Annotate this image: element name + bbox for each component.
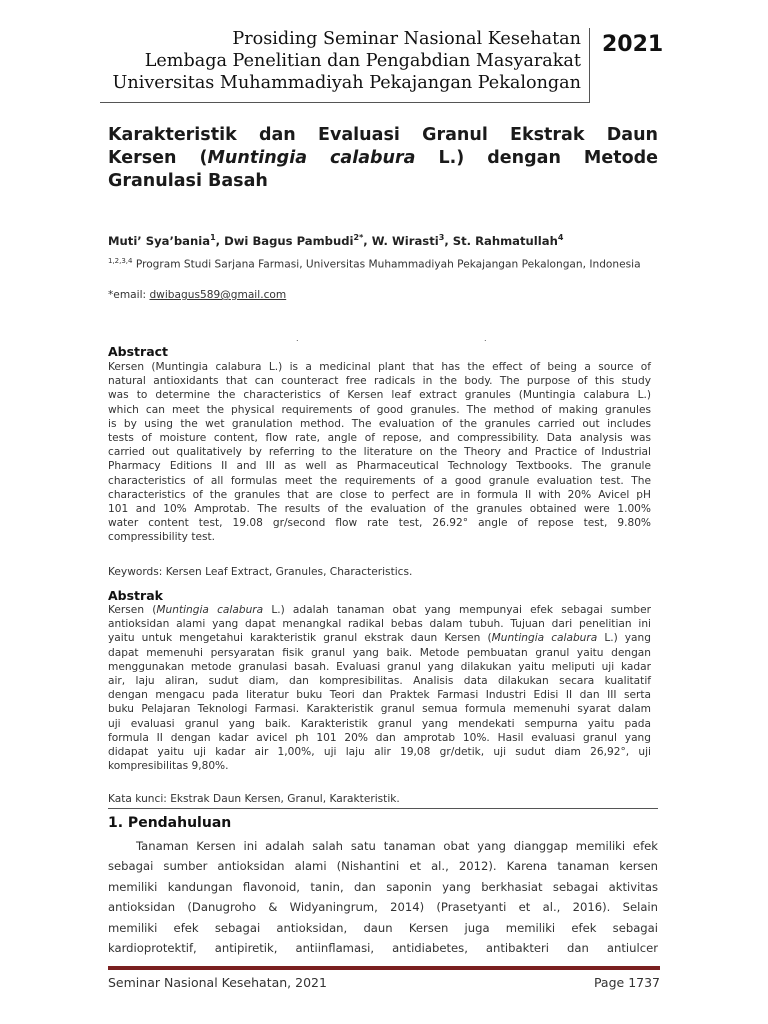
abstrak-line: menggunakan metode granulasi basah. Evaluasi granul yang dilakukan yaitu meliputi uji kadar xyxy=(108,660,651,673)
footer-rule xyxy=(108,966,660,970)
affiliation-text: Program Studi Sarjana Farmasi, Universitas Muhammadiyah Pekajangan Pekalongan, Indonesia xyxy=(132,258,641,271)
title-species-name: Muntingia calabura xyxy=(207,148,416,168)
header-line-3: Universitas Muhammadiyah Pekajangan Pekalongan xyxy=(112,73,581,93)
author: W. Wirasti$^3$, xyxy=(371,233,453,248)
abstrak-keywords: Kata kunci: Ekstrak Daun Kersen, Granul, Karakteristik. xyxy=(108,793,400,805)
email-label: *email: xyxy=(108,289,150,301)
title-text: Kersen ( xyxy=(108,148,208,168)
abstract-line: natural antioxidants that can counteract free radicals in the body. The purpose of this study xyxy=(108,375,651,388)
affiliation xyxy=(108,252,660,274)
abstract-line: was to determine the characteristics of Kersen leaf extract granules (Muntingia calabura L.) xyxy=(108,389,651,402)
abstract-line: is by using the wet granulation method. The evaluation of the granules carried out includes xyxy=(108,417,651,430)
abstrak-line: yaitu untuk mengetahui karakteristik granul ekstrak daun Kersen (Muntingia calabura L.) yang xyxy=(108,632,651,645)
footer-page-number: Page 1737 xyxy=(593,975,660,990)
abstrak-line: dapat memenuhi persyaratan fisik granul yang baik. Metode pembuatan granul yaitu dengan xyxy=(108,646,651,659)
header-line-2: Lembaga Penelitian dan Pengabdian Masyarakat xyxy=(144,51,581,71)
abstract-line: characteristics of the granules that are close to perfect are in formula II with 20% Avicel pH xyxy=(108,488,651,501)
intro-line: sebagai sumber antioksidan alami (Nishantini et al., 2012). Karena tanaman kersen xyxy=(108,859,658,874)
email-link[interactable]: dwibagus589@gmail.com xyxy=(149,289,287,301)
proceedings-header xyxy=(100,28,590,103)
intro-line: kardioprotektif, antipiretik, antiinflamasi, antidiabetes, antibakteri dan antiulcer xyxy=(108,941,658,956)
corresponding-email xyxy=(108,289,286,301)
title-text: L.) dengan Metode xyxy=(415,148,658,168)
abstrak-line: formula II dengan kadar avicel ph 101 20% dan amprotab 10%. Hasil evaluasi granul yang xyxy=(108,731,651,744)
stray-dot: . xyxy=(484,334,487,343)
intro-heading: 1. Pendahuluan xyxy=(108,815,232,831)
abstrak-line: antioksidan alami yang dapat menangkal radikal bebas dalam tubuh. Tujuan dari penelitian ini xyxy=(108,618,651,631)
header-year: 2021 xyxy=(602,32,664,57)
abstract-line: tests of moisture content, flow rate, angle of repose, and compressibility. Data analysis was xyxy=(108,432,651,445)
abstract-heading: Abstract xyxy=(108,344,169,359)
intro-line: Tanaman Kersen ini adalah salah satu tanaman obat yang dianggap memiliki efek xyxy=(136,839,658,853)
author: Dwi Bagus Pambudi$^{2*}$, xyxy=(224,233,372,248)
abstrak-body xyxy=(108,603,651,773)
abstrak-line: dengan mengacu pada literatur buku Teori dan Praktek Farmasi Industri Edisi II dan III serta xyxy=(108,689,651,702)
abstract-line: which can meet the physical requirements of good granules. The method of making granules xyxy=(108,403,651,416)
abstract-line: Kersen (Muntingia calabura L.) is a medicinal plant that has the effect of being a source of xyxy=(108,361,651,373)
abstrak-line: uji evaluasi granul yang baik. Karakteristik granul yang mendekati sempurna yaitu pada xyxy=(108,717,651,730)
affiliation-marker: 1,2,3,4 xyxy=(108,257,133,265)
abstrak-line: buku Pelajaran Teknologi Farmasi. Karakteristik granul semua formula memenuhi syarat dalam xyxy=(108,703,651,716)
abstract-line: compressibility test. xyxy=(108,531,216,544)
title-line-2 xyxy=(108,147,658,170)
stray-dot: . xyxy=(296,334,299,343)
intro-body xyxy=(108,836,658,958)
intro-line: memiliki kandungan flavonoid, tanin, dan saponin yang berkhasiat sebagai aktivitas xyxy=(108,879,658,894)
abstrak-heading: Abstrak xyxy=(108,588,163,603)
footer-conference: Seminar Nasional Kesehatan, 2021 xyxy=(108,975,327,990)
title-line-1: Karakteristik dan Evaluasi Granul Ekstrak Daun xyxy=(108,125,658,145)
header-line-1: Prosiding Seminar Nasional Kesehatan xyxy=(232,29,581,49)
title-line-3: Granulasi Basah xyxy=(108,171,268,191)
abstract-line: Pharmacy Editions II and III as well as Pharmaceutical Technology Textbooks. The granule xyxy=(108,460,651,473)
abstract-keywords: Keywords: Kersen Leaf Extract, Granules, Characteristics. xyxy=(108,566,413,578)
author-list xyxy=(108,233,668,248)
abstrak-line: kompresibilitas 9,80%. xyxy=(108,760,229,773)
abstract-line: carried out qualitatively by referring to the literature on the Theory and Practice of Industrial xyxy=(108,446,651,459)
intro-line: antioksidan (Danugroho & Widyaningrum, 2014) (Prasetyanti et al., 2016). Selain xyxy=(108,900,658,915)
abstract-line: 101 and 10% Amprotab. The results of the evaluation of the granules obtained were 1.00% xyxy=(108,503,651,516)
abstrak-line: air, laju aliran, sudut diam, dan kompresibilitas. Analisis data dilakukan secara kualitatif xyxy=(108,675,651,688)
abstrak-line: didapat yaitu uji kadar air 1,00%, uji laju alir 19,08 gr/detik, uji sudut diam 26,92°, uji xyxy=(108,746,651,759)
abstrak-line: Kersen (Muntingia calabura L.) adalah tanaman obat yang mempunyai efek sebagai sumber xyxy=(108,604,651,616)
abstract-line: characteristics of all formulas meet the requirements of a good granule evaluation test. The xyxy=(108,474,651,487)
paper-title xyxy=(108,124,658,193)
abstract-body xyxy=(108,360,651,545)
section-divider xyxy=(108,808,658,809)
author: St. Rahmatullah$^4$ xyxy=(452,233,564,248)
intro-line: memiliki efek sebagai antioksidan, daun Kersen juga memiliki efek sebagai xyxy=(108,920,658,935)
abstract-line: water content test, 19.08 gr/second flow rate test, 26.92° angle of repose test, 9.80% xyxy=(108,517,651,530)
author: Muti’ Sya’bania$^1$, xyxy=(108,233,225,248)
